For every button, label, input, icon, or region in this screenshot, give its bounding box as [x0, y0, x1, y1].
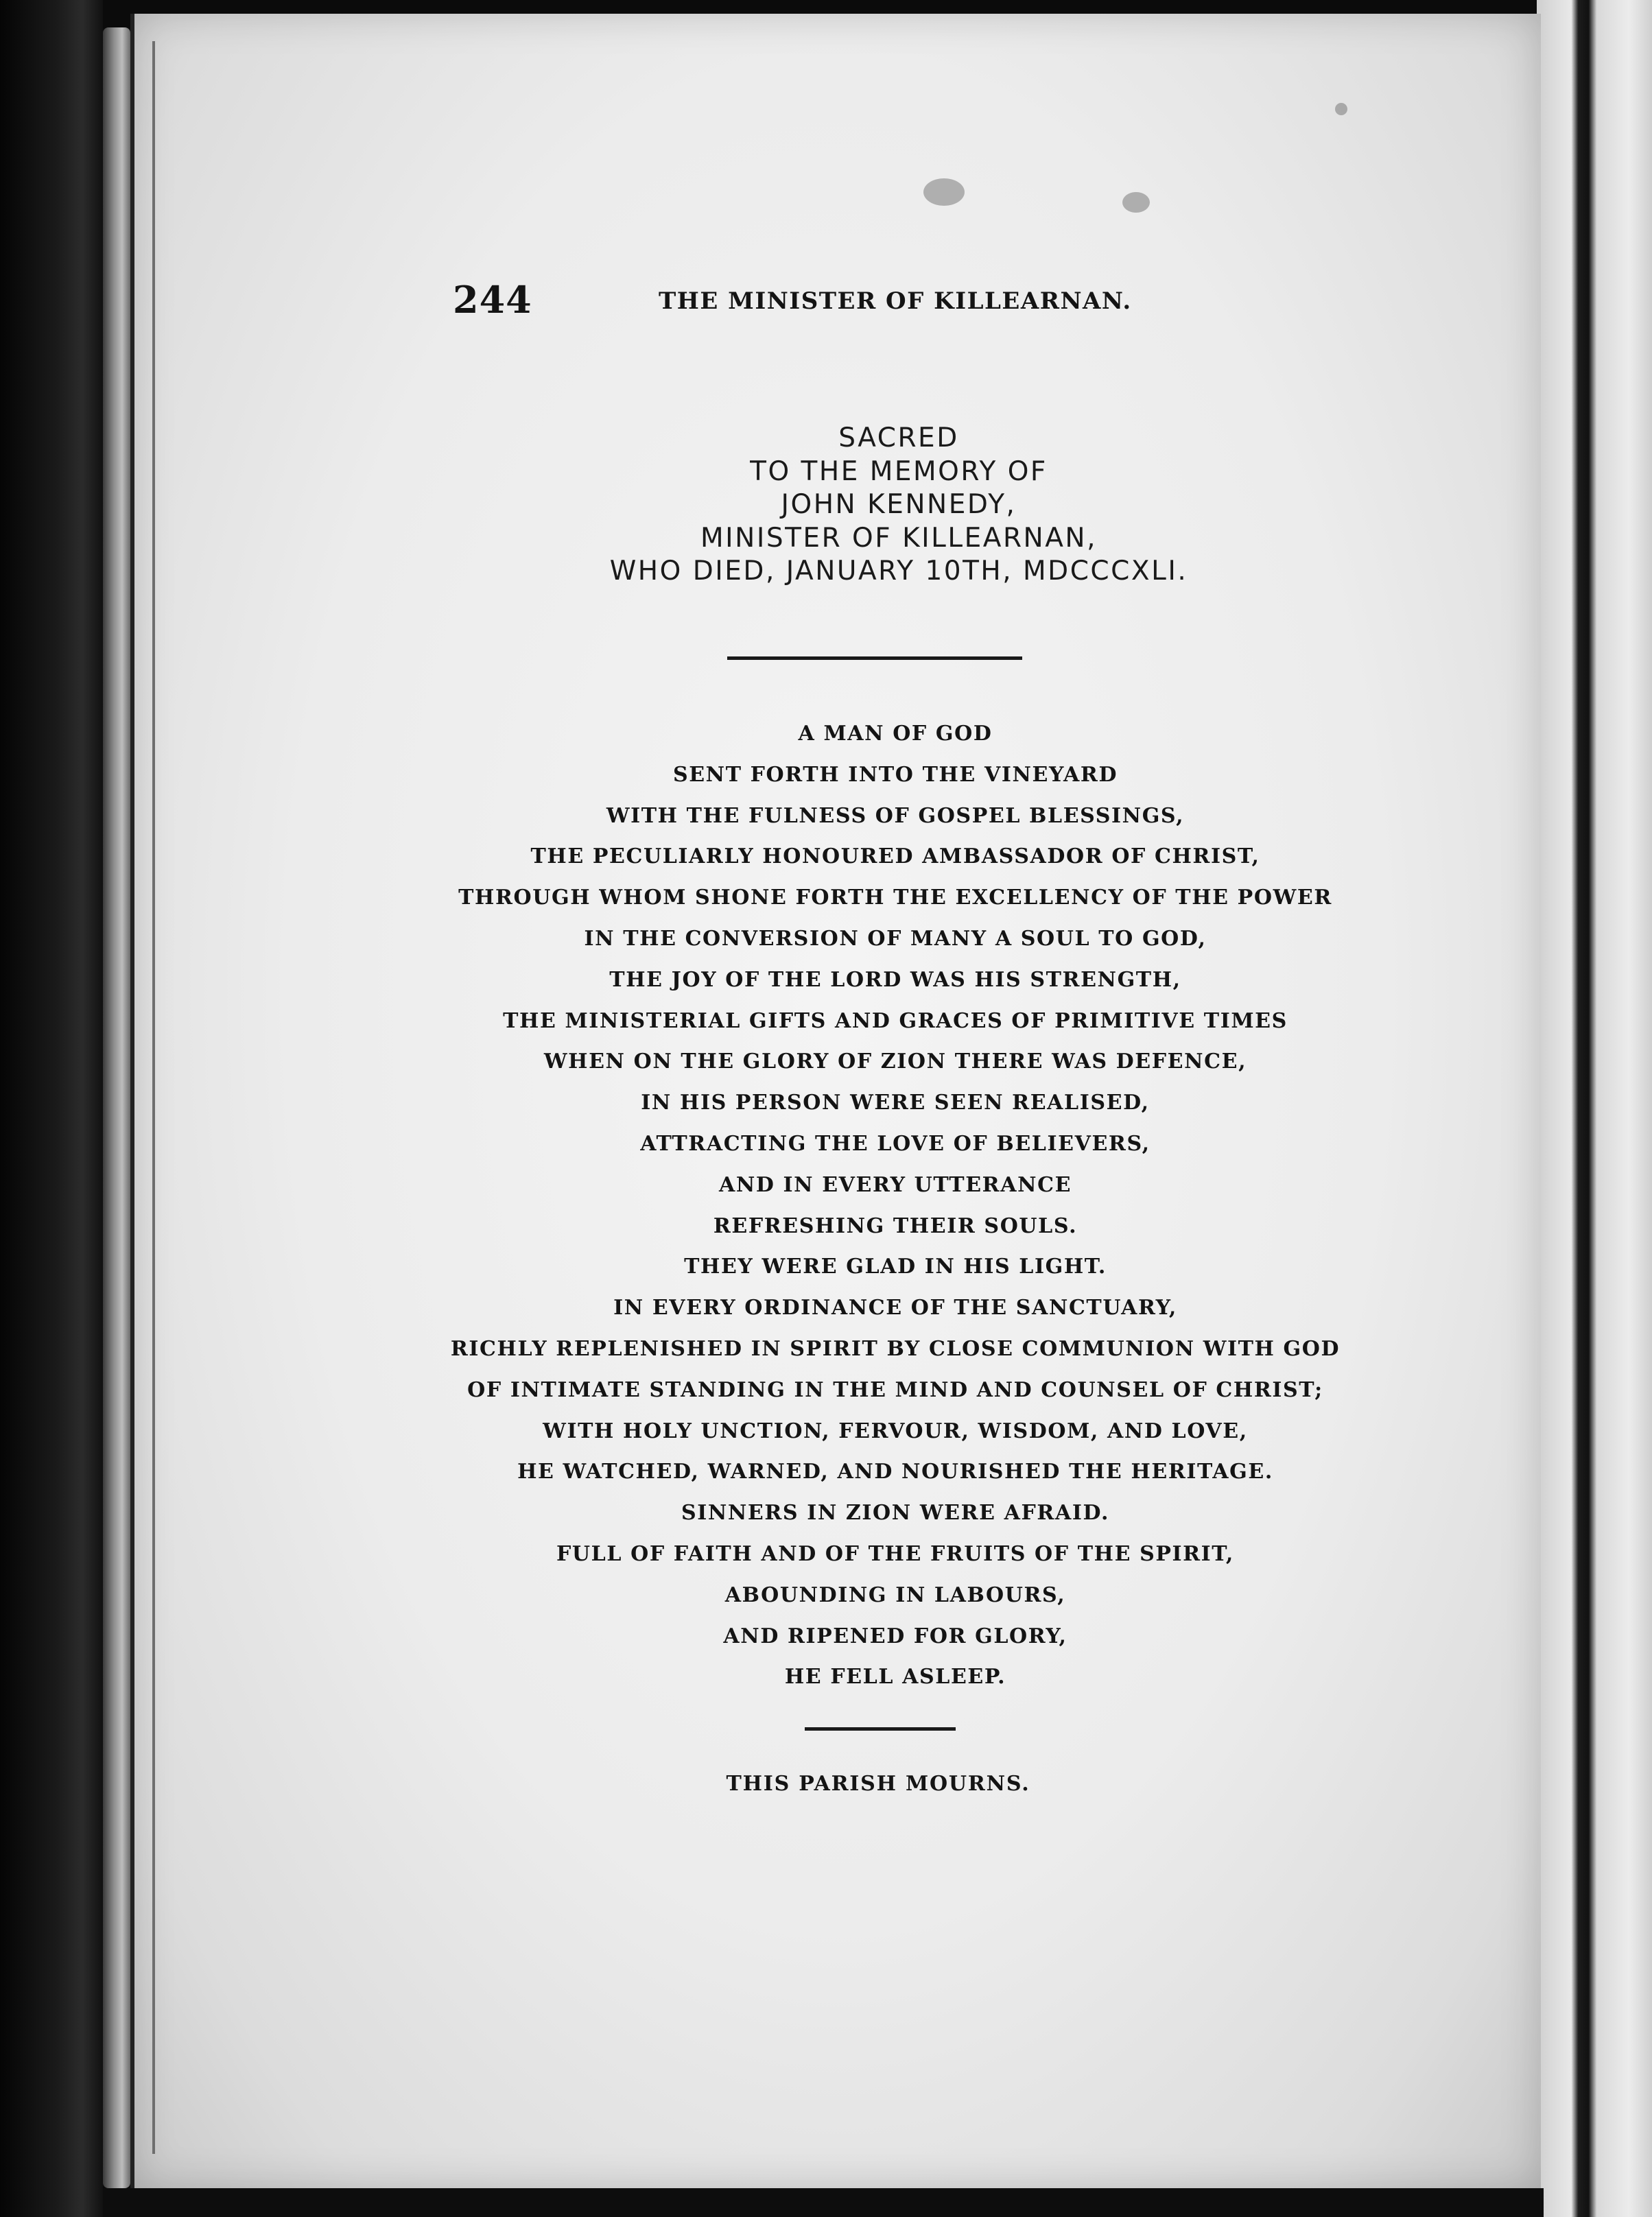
- epitaph-line: SINNERS IN ZION WERE AFRAID.: [681, 1501, 1110, 1526]
- paper-stain: [1335, 103, 1347, 115]
- epitaph-line: HE WATCHED, WARNED, AND NOURISHED THE HERITAGE.: [517, 1460, 1273, 1484]
- bottom-shadow: [103, 2188, 1544, 2217]
- section-rule: [805, 1727, 956, 1731]
- epitaph-line: THE JOY OF THE LORD WAS HIS STRENGTH,: [609, 967, 1181, 992]
- epitaph-line: AND RIPENED FOR GLORY,: [723, 1624, 1067, 1648]
- inscription-line: WHO DIED, JANUARY 10TH, MDCCCXLI.: [609, 556, 1188, 586]
- epitaph-line: A MAN OF GOD: [798, 722, 993, 746]
- book-spine-shadow: [0, 0, 103, 2217]
- epitaph-line: IN THE CONVERSION OF MANY A SOUL TO GOD,: [584, 926, 1207, 951]
- epitaph-line: AND IN EVERY UTTERANCE: [718, 1172, 1072, 1197]
- epitaph-line: WHEN ON THE GLORY OF ZION THERE WAS DEFENCE,: [543, 1050, 1247, 1074]
- inscription-line: JOHN KENNEDY,: [781, 489, 1017, 520]
- epitaph-line: THE MINISTERIAL GIFTS AND GRACES OF PRIMITIVE TIMES: [503, 1008, 1288, 1033]
- page-number: 244: [453, 278, 532, 322]
- paper-stain: [923, 178, 965, 206]
- epitaph-line: RICHLY REPLENISHED IN SPIRIT BY CLOSE COMMUNION WITH GOD: [450, 1336, 1341, 1361]
- epitaph-text: [439, 713, 1352, 1698]
- epitaph-line: SENT FORTH INTO THE VINEYARD: [672, 762, 1118, 787]
- running-head: THE MINISTER OF KILLEARNAN.: [659, 287, 1132, 315]
- epitaph-line: WITH HOLY UNCTION, FERVOUR, WISDOM, AND LOVE,: [543, 1419, 1248, 1443]
- epitaph-line: THEY WERE GLAD IN HIS LIGHT.: [684, 1255, 1107, 1279]
- facing-page-edge: [1537, 0, 1652, 2217]
- page-gutter-line: [152, 41, 155, 2154]
- epitaph-line: IN EVERY ORDINANCE OF THE SANCTUARY,: [613, 1296, 1177, 1320]
- epitaph-line: HE FELL ASLEEP.: [784, 1665, 1006, 1690]
- page-stack-edge: [103, 27, 130, 2188]
- epitaph-line: THROUGH WHOM SHONE FORTH THE EXCELLENCY OF THE POWER: [458, 886, 1332, 910]
- epitaph-line: IN HIS PERSON WERE SEEN REALISED,: [641, 1091, 1150, 1115]
- inscription-line: SACRED: [838, 423, 959, 453]
- closing-line: THIS PARISH MOURNS.: [726, 1772, 1030, 1796]
- epitaph-line: THE PECULIARLY HONOURED AMBASSADOR OF CHRIST,: [530, 844, 1260, 869]
- epitaph-line: ATTRACTING THE LOVE OF BELIEVERS,: [640, 1131, 1150, 1156]
- memorial-inscription: [446, 422, 1352, 589]
- inscription-line: TO THE MEMORY OF: [750, 455, 1048, 487]
- epitaph-line: REFRESHING THEIR SOULS.: [713, 1213, 1078, 1238]
- epitaph-line: OF INTIMATE STANDING IN THE MIND AND COUNSEL OF CHRIST;: [467, 1377, 1323, 1402]
- epitaph-line: FULL OF FAITH AND OF THE FRUITS OF THE SPIRIT,: [556, 1541, 1234, 1566]
- section-rule: [727, 656, 1022, 660]
- inscription-line: MINISTER OF KILLEARNAN,: [700, 522, 1097, 554]
- paper-stain: [1122, 192, 1150, 213]
- epitaph-line: WITH THE FULNESS OF GOSPEL BLESSINGS,: [606, 803, 1185, 828]
- epitaph-line: ABOUNDING IN LABOURS,: [724, 1582, 1066, 1607]
- page-header: [453, 278, 1180, 326]
